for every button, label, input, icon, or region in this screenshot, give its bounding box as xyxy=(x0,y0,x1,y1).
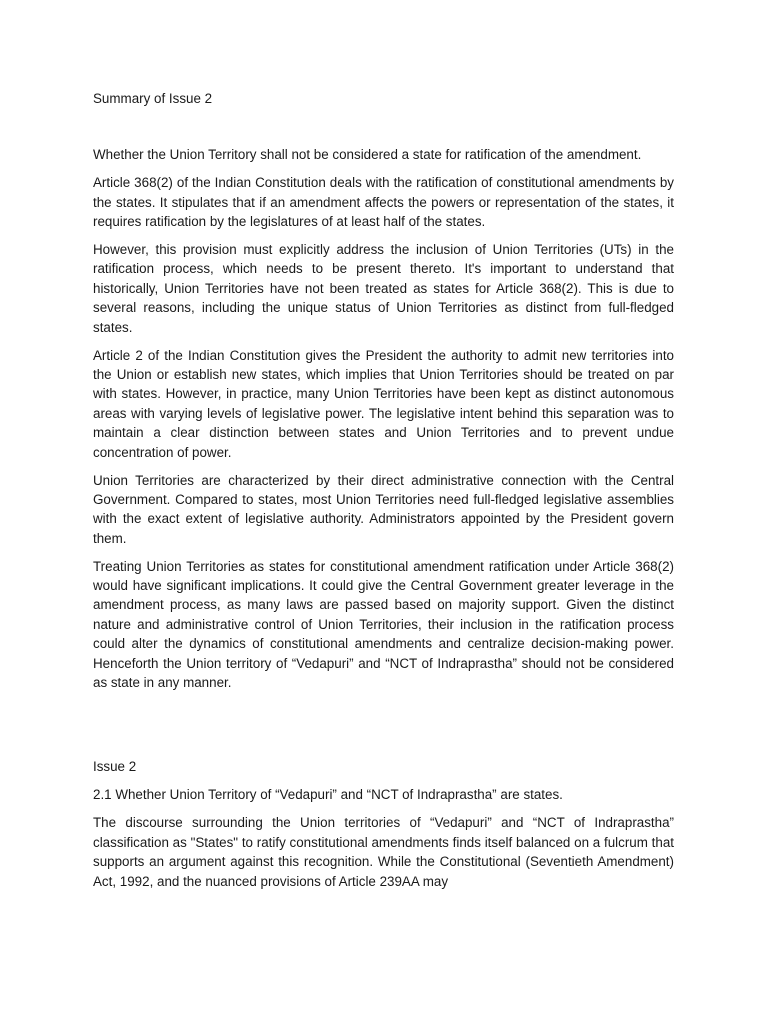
issue-paragraph: The discourse surrounding the Union territories of “Vedapuri” and “NCT of Indraprastha” classification as "States" to ratify constitutional amendments finds itself balanced on a fulcrum that supports an argument against this recognition. While the Constitutional (Seventieth Amendment) Act, 1992, and the nuanced provisions of Article 239AA may xyxy=(93,815,674,889)
summary-paragraph-5: Union Territories are characterized by their direct administrative connection with the Central Government. Compared to states, most Union Territories need full-fledged legislative assemblies with the exact extent of legislative authority. Administrators appointed by the President govern them. xyxy=(93,472,674,546)
summary-paragraph-3: However, this provision must explicitly address the inclusion of Union Territories (UTs) in the ratification process, which needs to be present thereto. It's important to understand that historically, Union Territories have not been treated as states for Article 368(2). This is due to several reasons, including the unique status of Union Territories as distinct from full-fledged states. xyxy=(93,242,674,335)
issue-subheading: 2.1 Whether Union Territory of “Vedapuri” and “NCT of Indraprastha” are states. xyxy=(93,787,563,803)
summary-paragraph-6: Treating Union Territories as states for constitutional amendment ratification under Article 368(2) would have significant implications. It could give the Central Government greater leverage in the amendment process, as many laws are passed based on majority support. Given the distinct nature and administrative control of Union Territories, their inclusion in the ratification process could alter the dynamics of constitutional amendments and centralize decision-making power. Henceforth the Union territory of “Vedapuri” and “NCT of Indraprastha” should not be considered as state in any manner. xyxy=(93,558,674,691)
summary-paragraph-2: Article 368(2) of the Indian Constitution deals with the ratification of constitutional amendments by the states. It stipulates that if an amendment affects the powers or representation of the states, it requires ratification by the legislatures of at least half of the states. xyxy=(93,175,674,230)
issue-title: Issue 2 xyxy=(93,759,137,775)
summary-title: Summary of Issue 2 xyxy=(93,91,213,106)
summary-paragraph-4: Article 2 of the Indian Constitution gives the President the authority to admit new territories into the Union or establish new states, which implies that Union Territories should be treated on par with states. However, in practice, many Union Territories have been kept as distinct autonomous areas with varying levels of legislative power. The legislative intent behind this separation was to maintain a clear distinction between states and Union Territories and to prevent undue concentration of power. xyxy=(93,347,674,460)
summary-paragraph-1: Whether the Union Territory shall not be considered a state for ratification of the amendment. xyxy=(93,147,642,163)
